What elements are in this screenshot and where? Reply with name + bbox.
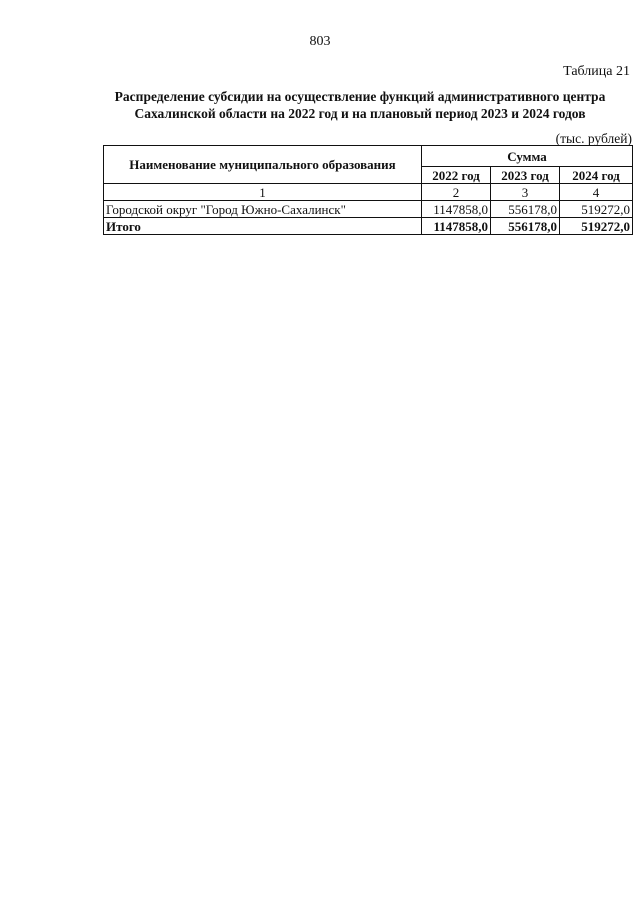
column-number-1: 1 xyxy=(104,184,422,201)
total-name-cell: Итого xyxy=(104,218,422,235)
row-value-2022: 1147858,0 xyxy=(422,201,491,218)
row-name-cell: Городской округ "Город Южно-Сахалинск" xyxy=(104,201,422,218)
title-line-2: Сахалинской области на 2022 год и на плановый период 2023 и 2024 годов xyxy=(134,106,586,121)
row-value-2024: 519272,0 xyxy=(560,201,633,218)
total-value-2022: 1147858,0 xyxy=(422,218,491,235)
column-number-3: 3 xyxy=(491,184,560,201)
column-number-4: 4 xyxy=(560,184,633,201)
table-label: Таблица 21 xyxy=(563,64,630,79)
column-number-2: 2 xyxy=(422,184,491,201)
table-header-row xyxy=(104,146,633,167)
subsidy-table xyxy=(103,145,633,235)
row-value-2023: 556178,0 xyxy=(491,201,560,218)
header-year-2023: 2023 год xyxy=(491,167,560,184)
title-line-1: Распределение субсидии на осуществление функций административного центра xyxy=(114,89,606,104)
units-label: (тыс. рублей) xyxy=(555,131,632,146)
column-number-row xyxy=(104,184,633,201)
header-sum-cell: Сумма xyxy=(422,146,633,167)
header-name-cell: Наименование муниципального образования xyxy=(104,146,422,184)
total-value-2023: 556178,0 xyxy=(491,218,560,235)
total-value-2024: 519272,0 xyxy=(560,218,633,235)
page-number: 803 xyxy=(309,34,331,49)
document-title xyxy=(100,88,620,122)
header-year-2022: 2022 год xyxy=(422,167,491,184)
total-row xyxy=(104,218,633,235)
header-year-2024: 2024 год xyxy=(560,167,633,184)
table-row xyxy=(104,201,633,218)
